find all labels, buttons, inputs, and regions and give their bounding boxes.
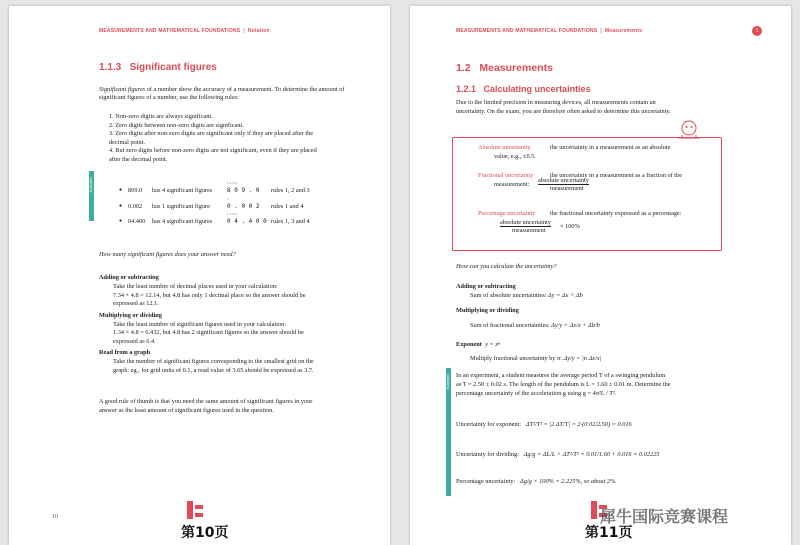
example-rules: rules 1 and 4 [271,202,304,210]
subsection-line: graph: eg., for grid units of 0.1, a read value of 3.65 should be expressed as 3.7. [113,366,314,374]
section-title: Significant figures [129,62,217,73]
intro-rest: of a number show the accuracy of a measurement. To determine the amount of significant figures of a number, use the following rules: [99,86,345,102]
example-description: has 4 significant figures [152,218,213,225]
left-page [9,6,390,545]
question: How many significant figures does your answer need? [99,251,236,258]
adding-row [470,292,583,300]
examples-tab-label: Examples [89,177,93,193]
exponent-formula: Δy/y = |n Δx/x| [563,355,602,362]
def-fraction-denominator: measurement [550,185,584,192]
def-tail: × 100% [560,223,580,230]
def-fraction-denominator: measurement [512,227,546,234]
mult-row [470,322,600,330]
example-digits: 0 . 0 0 2 [227,202,260,210]
rule-item: 2. Zero digits between non-zero digits are significant. [109,121,244,129]
section-title: Measurements [479,62,553,74]
intro-paragraph [99,86,359,103]
closing-line: answer as the least amount of significant figures used in the question. [99,406,274,414]
closing-line: A good rule of thumb is that you need the same amount of significant figures in your [99,398,313,405]
example-description: has 1 significant figure [152,202,210,210]
def-fraction-numerator: absolute uncertainty [538,177,589,184]
def-text: the fractional uncertainty expressed as a percentage: [550,210,682,217]
subsection-line: 1.34 × 4.8 = 6.432, but 4.8 has 2 significant figures so the answer should be [113,329,304,336]
examples-tab [446,368,451,496]
rule-item: 3. Zero digits after non-zero digits are significant only if they are placed after the [109,130,314,137]
example-number: ● 0.002 [119,203,142,212]
calc-percentage-formula: Δg/g × 100% = 2.225%, so about 2%. [520,478,617,485]
exponent-var: y = xⁿ [485,341,501,348]
watermark: 犀牛国际竞赛课程 [600,507,729,526]
example-line: In an experiment, a student measures the average period T of a swinging pendulum [456,372,666,379]
example-digits: 8 0 9 . 0 [227,187,260,194]
example-digit-index: 1 2 3 4 [227,212,237,216]
def-term: Fractional uncertainty [478,172,534,179]
definitions-box [452,137,722,251]
example-line: as T = 2.50 ± 0.02 s. The length of the pendulum is L = 1.60 ± 0.01 m. Determine the [456,381,671,388]
rule-item: decimal point. [109,138,146,146]
calc-dividing [456,451,659,459]
def-text2: measurement: [494,181,530,188]
adding-formula: Δy = Δx + Δb [548,292,583,299]
running-header [456,28,642,34]
page-badge: 1 [752,26,762,36]
header-sub: Measurements [604,28,643,34]
def-text: the uncertainty in a measurement as a fraction of the [550,172,683,179]
section-number: 1.1.3 [99,62,122,73]
question: How can you calculate the uncertainty? [456,263,557,270]
subsection-title: Read from a graph [99,349,151,356]
rule-item: 4. But zero digits before non-zero digits are not significant, even if they are placed [109,147,317,154]
intro-line: uncertainty. On the exam, you are therefore often asked to determine this uncertainty. [456,107,671,115]
subsection-heading [456,84,591,94]
exponent-title-row [456,341,500,349]
section-number: 1.2 [456,62,471,74]
def-term: Percentage uncertainty [478,210,536,217]
examples-tab-label: Examples [446,374,450,390]
subsection-line: Take the least number of decimal places used in your calculation: [113,283,278,290]
page-caption: 第10页 [181,525,229,541]
exponent-row [470,355,601,363]
subsection-line: 7.34 + 4.8 = 12.14, but 4.8 has only 1 decimal place so the answer should be [113,291,306,299]
example-line: percentage uncertainty of the acceleration g using g = 4π²L / T². [456,390,617,397]
examples-tab [89,171,94,221]
def-fraction-numerator: absolute uncertainty [500,219,551,226]
subsection-title: Multiplying or dividing [99,311,162,319]
example-rules: rules 1, 3 and 4 [271,218,310,225]
calc-percentage [456,478,617,486]
subsection-number: 1.2.1 [456,84,477,94]
calc-percentage-label: Percentage uncertainty: [456,478,516,485]
rule-item: 1. Non-zero digits are always significant. [109,113,213,120]
page-number: 10 [52,514,58,520]
example-description: has 4 significant figures [152,187,213,194]
example-digit-index: 1 [227,196,229,201]
calc-exponent [456,421,632,429]
header-main: MEASUREMENTS AND MATHEMATICAL FOUNDATIONS [456,28,598,34]
subsection-line: expressed as 6.4. [113,337,156,345]
subsection-title: Calculating uncertainties [483,84,591,94]
subsection-line: Take the number of significant figures corresponding to the smallest grid on the [113,358,314,365]
subsection-title: Adding or subtracting [99,274,159,281]
mult-text: Sum of fractional uncertainties: [470,322,550,329]
subsection-line: Take the least number of significant figures used in your calculation: [113,320,287,328]
exponent-text: Multiply fractional uncertainty by n: [470,355,562,362]
calc-exponent-label: Uncertainty for exponent: [456,421,522,428]
publisher-logo [187,501,205,519]
right-page [410,6,791,545]
example-number: ● 809.0 [119,187,142,196]
mult-title: Multiplying or dividing [456,307,519,314]
calc-dividing-formula: Δg/g = ΔL/L + ΔT²/T² = 0.01/1.60 + 0.016 = 0.02225 [523,451,660,458]
section-heading [456,62,553,74]
running-header [99,28,270,34]
mult-formula: Δy/y = Δx/x + Δb/b [551,322,600,329]
example-digits: 0 4 . 4 0 0 [227,218,267,225]
calc-exponent-formula: ΔT²/T² = |2 ΔT/T| = 2·(0.02/2.50) = 0.016 [525,421,632,428]
subsection-line: expressed as 12.1. [113,300,159,307]
exponent-title: Exponent [456,341,482,348]
header-sep: | [600,28,602,34]
page-caption: 第11页 [585,525,633,541]
example-number: ● 04.400 [119,218,145,227]
example-digit-index: 1 2 3 4 [227,181,237,185]
adding-title: Adding or subtracting [456,283,516,290]
header-sep: | [243,28,245,34]
intro-line: Due to the limited precision in measuring devices, all measurements contain an [456,99,656,106]
adding-text: Sum of absolute uncertainties: [470,292,547,299]
calc-dividing-label: Uncertainty for dividing: [456,451,519,458]
example-rules: rules 1, 2 and 3 [271,187,310,194]
def-text: the uncertainty in a measurement as an absolute [550,144,671,151]
def-text2: value, e.g., ±0.5. [494,153,536,160]
header-main: MEASUREMENTS AND MATHEMATICAL FOUNDATIONS [99,28,241,34]
header-sub: Notation [247,28,270,34]
section-heading [99,62,217,73]
rule-item: after the decimal point. [109,155,168,163]
intro-term: Significant figures [99,86,146,93]
def-term: Absolute uncertainty [478,144,531,151]
